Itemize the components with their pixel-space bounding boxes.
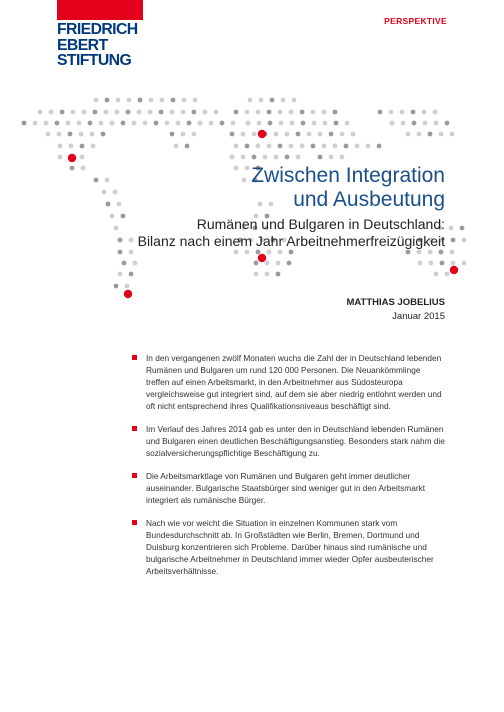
map-dot <box>160 98 165 103</box>
map-dot <box>265 272 270 277</box>
map-dot <box>265 261 270 266</box>
map-dot <box>209 121 214 126</box>
bullet-item <box>132 470 446 506</box>
map-dot <box>234 110 239 115</box>
map-dot <box>428 132 433 137</box>
map-dot <box>77 121 82 126</box>
map-dot <box>101 132 106 137</box>
map-accent-dot <box>258 130 266 138</box>
map-dot <box>333 144 338 149</box>
title-line-1: Zwischen Integration <box>251 164 445 187</box>
map-dot <box>60 110 65 115</box>
map-dot <box>234 250 239 255</box>
map-dot <box>129 238 134 243</box>
map-dot <box>287 261 292 266</box>
map-dot <box>181 132 186 137</box>
map-dot <box>411 110 416 115</box>
map-dot <box>439 250 444 255</box>
map-dot <box>170 132 175 137</box>
map-dot <box>378 110 383 115</box>
map-dot <box>329 155 334 160</box>
map-dot <box>118 250 123 255</box>
author-block <box>346 296 445 324</box>
map-dot <box>412 121 417 126</box>
map-dot <box>245 144 250 149</box>
map-dot <box>256 250 261 255</box>
map-dot <box>428 250 433 255</box>
map-dot <box>171 98 176 103</box>
subtitle-line-2: Bilanz nach einem Jahr Arbeitnehmerfreizügigkeit <box>137 233 445 249</box>
map-dot <box>176 121 181 126</box>
map-dot <box>263 155 268 160</box>
map-dot <box>449 226 454 231</box>
bullet-text: Im Verlauf des Jahres 2014 gab es unter den in Deutschland lebenden Rumänen und Bulgaren einen deutlichen Beschäftigungsanstieg. Besonders stark nahm die sozialversicherungspflichtige Beschäftigung zu. <box>146 424 445 458</box>
map-dot <box>322 110 327 115</box>
map-dot <box>390 121 395 126</box>
map-dot <box>46 132 51 137</box>
map-dot <box>129 272 134 277</box>
map-dot <box>143 121 148 126</box>
map-dot <box>80 155 85 160</box>
map-dot <box>203 110 208 115</box>
map-dot <box>340 155 345 160</box>
map-dot <box>285 132 290 137</box>
section-label: PERSPEKTIVE <box>384 16 447 26</box>
map-dot <box>118 272 123 277</box>
map-dot <box>220 121 225 126</box>
map-dot <box>22 121 27 126</box>
author-name: MATTHIAS JOBELIUS <box>346 297 445 308</box>
map-dot <box>289 250 294 255</box>
map-dot <box>133 261 138 266</box>
map-dot <box>434 121 439 126</box>
map-dot <box>182 98 187 103</box>
map-dot <box>68 132 73 137</box>
logo-line-2: EBERT <box>57 36 108 54</box>
map-dot <box>82 110 87 115</box>
map-dot <box>127 98 132 103</box>
map-dot <box>122 261 127 266</box>
map-dot <box>276 272 281 277</box>
map-dot <box>66 121 71 126</box>
map-dot <box>334 121 339 126</box>
map-dot <box>289 144 294 149</box>
map-accent-dot <box>68 154 76 162</box>
map-dot <box>417 132 422 137</box>
map-dot <box>289 110 294 115</box>
map-dot <box>292 98 297 103</box>
map-dot <box>281 98 286 103</box>
map-dot <box>307 132 312 137</box>
page-title <box>251 164 445 212</box>
map-dot <box>245 110 250 115</box>
map-dot <box>429 261 434 266</box>
map-dot <box>69 144 74 149</box>
map-dot <box>418 261 423 266</box>
map-dot <box>185 144 190 149</box>
map-dot <box>154 121 159 126</box>
map-dot <box>445 121 450 126</box>
map-dot <box>110 121 115 126</box>
map-dot <box>300 144 305 149</box>
red-square-bullet-icon <box>132 355 137 360</box>
red-square-bullet-icon <box>132 473 137 478</box>
bullet-item <box>132 423 446 459</box>
map-dot <box>450 250 455 255</box>
publication-date: Januar 2015 <box>392 311 445 322</box>
map-dot <box>333 110 338 115</box>
map-dot <box>231 121 236 126</box>
map-dot <box>401 121 406 126</box>
map-dot <box>114 226 119 231</box>
map-dot <box>90 132 95 137</box>
map-dot <box>433 110 438 115</box>
map-dot <box>110 214 115 219</box>
map-dot <box>423 121 428 126</box>
map-dot <box>257 121 262 126</box>
map-dot <box>121 214 126 219</box>
map-dot <box>114 284 119 289</box>
map-dot <box>450 132 455 137</box>
map-dot <box>71 110 76 115</box>
map-dot <box>192 110 197 115</box>
map-dot <box>434 272 439 277</box>
map-dot <box>33 121 38 126</box>
map-dot <box>274 132 279 137</box>
map-dot <box>278 110 283 115</box>
map-dot <box>270 98 275 103</box>
map-dot <box>174 144 179 149</box>
bullet-item <box>132 517 446 577</box>
map-dot <box>400 110 405 115</box>
map-dot <box>451 238 456 243</box>
map-dot <box>234 166 239 171</box>
map-dot <box>451 261 456 266</box>
logo-line-1: FRIEDRICH <box>57 21 138 38</box>
map-dot <box>256 144 261 149</box>
bullet-item <box>132 352 446 412</box>
map-accent-dot <box>258 254 266 262</box>
map-dot <box>256 110 261 115</box>
map-dot <box>351 132 356 137</box>
map-dot <box>116 98 121 103</box>
map-dot <box>323 121 328 126</box>
map-dot <box>440 261 445 266</box>
map-dot <box>278 250 283 255</box>
map-dot <box>159 110 164 115</box>
map-dot <box>245 250 250 255</box>
map-dot <box>267 250 272 255</box>
map-dot <box>389 110 394 115</box>
map-accent-dot <box>450 266 458 274</box>
map-dot <box>230 132 235 137</box>
logo-line-3: STIFTUNG <box>57 52 132 69</box>
map-dot <box>57 132 62 137</box>
map-dot <box>274 155 279 160</box>
dot-world-map-graphic <box>0 0 504 320</box>
map-dot <box>366 144 371 149</box>
subtitle-line-1: Rumänen und Bulgaren in Deutschland: <box>196 216 445 232</box>
map-dot <box>198 121 203 126</box>
map-dot <box>99 121 104 126</box>
map-dot <box>149 98 154 103</box>
map-dot <box>344 144 349 149</box>
map-dot <box>340 132 345 137</box>
map-dot <box>88 121 93 126</box>
bullet-text: Die Arbeitsmarktlage von Rumänen und Bulgaren geht immer deutlicher auseinander. Bulgarische Staatsbürger sind weniger gut in den Arbeitsmarkt integriert als rumänische Bürger. <box>146 471 426 505</box>
map-dot <box>242 178 247 183</box>
map-dot <box>102 190 107 195</box>
map-dot <box>300 110 305 115</box>
map-dot <box>460 226 465 231</box>
map-dot <box>80 144 85 149</box>
map-dot <box>70 166 75 171</box>
map-dot <box>329 132 334 137</box>
map-dot <box>91 144 96 149</box>
map-dot <box>129 250 134 255</box>
map-dot <box>439 132 444 137</box>
map-dot <box>278 144 283 149</box>
map-dot <box>406 250 411 255</box>
map-dot <box>296 132 301 137</box>
map-dot <box>422 110 427 115</box>
map-dot <box>138 98 143 103</box>
bullet-text: Nach wie vor weicht die Situation in einzelnen Kommunen stark vom Bundesdurchschnitt ab. In Großstädten wie Berlin, Bremen, Dortmund und Duisburg konzentrieren sich Probleme. Darüber hinaus sind rumänische und bulgarische Arbeitnehmer in Deutschland immer wieder Opfer ausbeuterischer Arbeitsverhältnisse. <box>146 518 434 576</box>
map-dot <box>254 272 259 277</box>
map-dot <box>248 98 253 103</box>
page-subtitle <box>138 216 445 250</box>
map-dot <box>126 110 131 115</box>
map-dot <box>301 121 306 126</box>
red-square-bullet-icon <box>132 426 137 431</box>
map-dot <box>296 155 301 160</box>
map-dot <box>105 98 110 103</box>
map-dot <box>181 110 186 115</box>
map-dot <box>318 132 323 137</box>
map-dot <box>117 202 122 207</box>
map-dot <box>311 144 316 149</box>
map-dot <box>55 121 60 126</box>
map-dot <box>81 166 86 171</box>
map-dot <box>417 250 422 255</box>
map-dot <box>285 155 290 160</box>
map-dot <box>241 155 246 160</box>
map-dot <box>252 132 257 137</box>
map-dot <box>193 98 198 103</box>
map-dot <box>125 284 130 289</box>
map-dot <box>462 238 467 243</box>
map-dot <box>165 121 170 126</box>
map-dot <box>254 261 259 266</box>
map-dot <box>113 190 118 195</box>
map-dot <box>406 132 411 137</box>
bullet-text: In den vergangenen zwölf Monaten wuchs die Zahl der in Deutschland lebenden Rumänen und Bulgaren um rund 120 000 Personen. Die Neuankömmlinge treffen auf einen Arbeitsmarkt, in den Arbeitnehmer aus Südosteuropa vergleichsweise gut integriert sind, auf dem sie aber niedrig entlohnt werden und oft nicht entsprechend ihres Qualifikationsniveaus beschäftigt sind. <box>146 353 442 411</box>
map-dot <box>79 132 84 137</box>
map-dot <box>276 261 281 266</box>
map-dot <box>121 121 126 126</box>
map-dot <box>245 166 250 171</box>
map-dot <box>38 110 43 115</box>
map-dot <box>230 155 235 160</box>
summary-bullets <box>132 352 446 588</box>
map-dot <box>246 121 251 126</box>
map-dot <box>132 121 137 126</box>
map-dot <box>187 121 192 126</box>
map-dot <box>93 110 98 115</box>
map-dot <box>214 110 219 115</box>
map-dot <box>192 132 197 137</box>
map-dot <box>58 155 63 160</box>
map-dot <box>115 110 120 115</box>
map-dot <box>252 155 257 160</box>
map-dot <box>94 98 99 103</box>
map-dot <box>58 144 63 149</box>
map-dot <box>279 121 284 126</box>
map-dot <box>311 110 316 115</box>
map-dot <box>105 178 110 183</box>
map-dot <box>170 110 175 115</box>
map-dot <box>318 155 323 160</box>
map-dot <box>268 121 273 126</box>
map-dot <box>322 144 327 149</box>
map-dot <box>137 110 142 115</box>
map-dot <box>462 261 467 266</box>
title-line-2: und Ausbeutung <box>293 188 445 211</box>
map-dot <box>234 144 239 149</box>
map-dot <box>312 121 317 126</box>
map-dot <box>445 272 450 277</box>
map-dot <box>94 178 99 183</box>
map-dot <box>44 121 49 126</box>
map-dot <box>259 98 264 103</box>
map-dot <box>345 121 350 126</box>
map-dot <box>148 110 153 115</box>
map-accent-dot <box>124 290 132 298</box>
map-dot <box>355 144 360 149</box>
map-dot <box>377 144 382 149</box>
map-dot <box>267 144 272 149</box>
map-dot <box>267 110 272 115</box>
red-square-bullet-icon <box>132 520 137 525</box>
map-dot <box>49 110 54 115</box>
map-dot <box>241 132 246 137</box>
map-dot <box>106 202 111 207</box>
map-dot <box>118 238 123 243</box>
map-dot <box>104 110 109 115</box>
map-dot <box>290 121 295 126</box>
